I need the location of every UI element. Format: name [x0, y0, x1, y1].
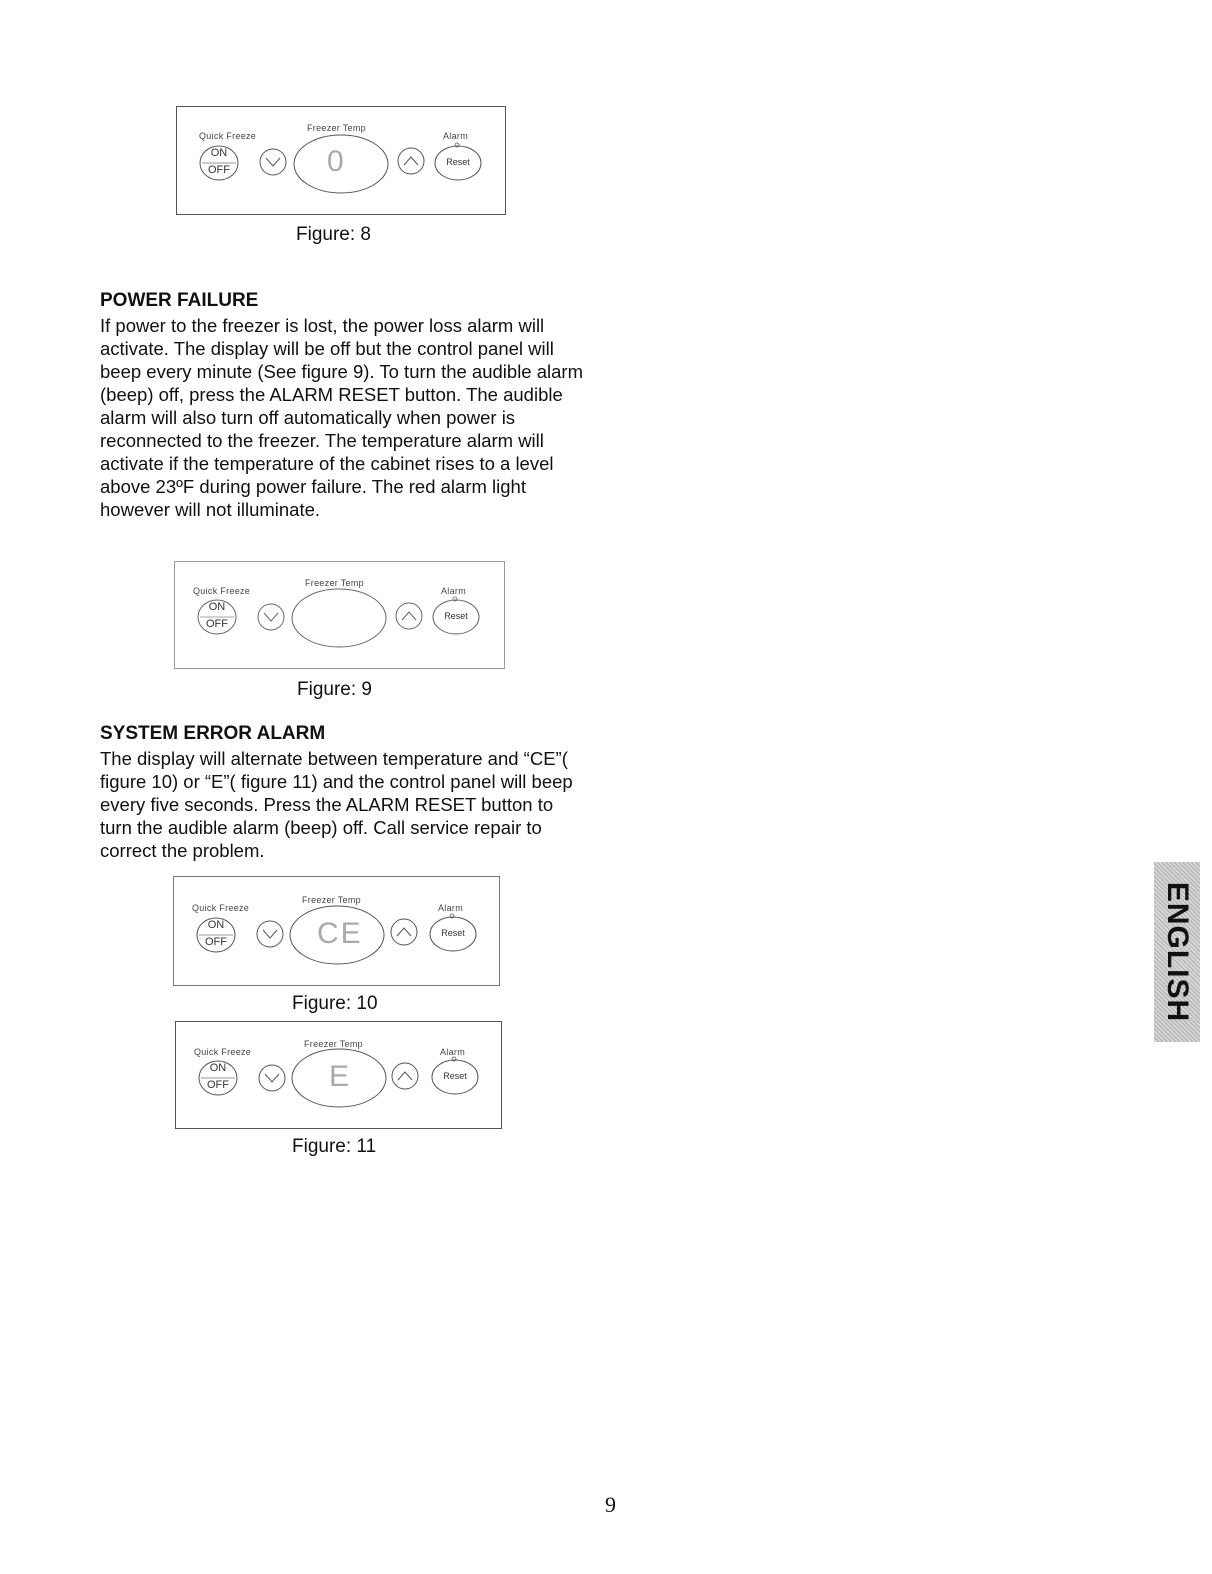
reset-label: Reset — [443, 1071, 467, 1081]
reset-label: Reset — [441, 928, 465, 938]
freezer-temp-label: Freezer Temp — [305, 578, 364, 588]
up-arrow-icon — [402, 612, 416, 620]
figure-caption: Figure: 11 — [292, 1136, 377, 1157]
down-arrow-icon — [264, 613, 278, 621]
off-label: OFF — [206, 618, 228, 630]
off-label: OFF — [208, 164, 230, 176]
control-panel-figure-11 — [175, 1021, 502, 1129]
on-label: ON — [207, 919, 225, 931]
up-arrow-icon — [398, 1072, 412, 1080]
off-label: OFF — [205, 936, 227, 948]
alarm-label: Alarm — [440, 1047, 466, 1057]
control-panel-figure-10 — [173, 876, 500, 986]
page-number: 9 — [605, 1492, 616, 1517]
temperature-display: E — [329, 1060, 352, 1093]
up-arrow-icon — [397, 928, 411, 936]
control-panel-figure-9 — [174, 561, 505, 669]
on-label: ON — [210, 147, 228, 159]
reset-label: Reset — [446, 157, 470, 167]
freezer-temp-label: Freezer Temp — [304, 1039, 363, 1049]
language-tab — [1154, 862, 1200, 1042]
down-arrow-icon — [263, 930, 277, 938]
temperature-display: 0 — [327, 145, 346, 178]
figure-caption: Figure: 9 — [297, 679, 372, 700]
quick-freeze-label: Quick Freeze — [194, 1047, 252, 1057]
down-arrow-icon — [265, 1074, 279, 1082]
control-panel-figure-8 — [176, 106, 506, 215]
temperature-display: CE — [317, 917, 363, 950]
alarm-label: Alarm — [441, 586, 467, 596]
freezer-temp-label: Freezer Temp — [307, 123, 366, 133]
quick-freeze-label: Quick Freeze — [193, 586, 251, 596]
quick-freeze-label: Quick Freeze — [199, 131, 257, 141]
section-body: The display will alternate between temperature and “CE”( figure 10) or “E”( figure 11) and the control panel will beep every five seconds. Press the ALARM RESET button to turn the audible alarm (beep) off. Call service repair to correct the problem. — [100, 748, 573, 861]
down-arrow-icon — [266, 158, 280, 166]
freezer-temp-label: Freezer Temp — [302, 895, 361, 905]
off-label: OFF — [207, 1079, 229, 1091]
figure-caption: Figure: 10 — [292, 993, 378, 1014]
alarm-label: Alarm — [438, 903, 464, 913]
reset-label: Reset — [444, 611, 468, 621]
alarm-label: Alarm — [443, 131, 469, 141]
quick-freeze-label: Quick Freeze — [192, 903, 250, 913]
language-tab-label: ENGLISH — [1161, 881, 1195, 1023]
on-label: ON — [209, 1062, 227, 1074]
section-heading: SYSTEM ERROR ALARM — [100, 723, 326, 744]
section-heading: POWER FAILURE — [100, 290, 259, 311]
section-body: If power to the freezer is lost, the power loss alarm will activate. The display will be off but the control panel will beep every minute (See figure 9). To turn the audible alarm (beep) off, press the ALARM RESET button. The audible alarm will also turn off automatically when power is reconnected to the freezer. The temperature alarm will activate if the temperature of the cabinet rises to a level above 23ºF during power failure. The red alarm light however will not illuminate. — [100, 315, 583, 520]
figure-caption: Figure: 8 — [296, 224, 371, 245]
up-arrow-icon — [404, 157, 418, 165]
on-label: ON — [208, 601, 226, 613]
